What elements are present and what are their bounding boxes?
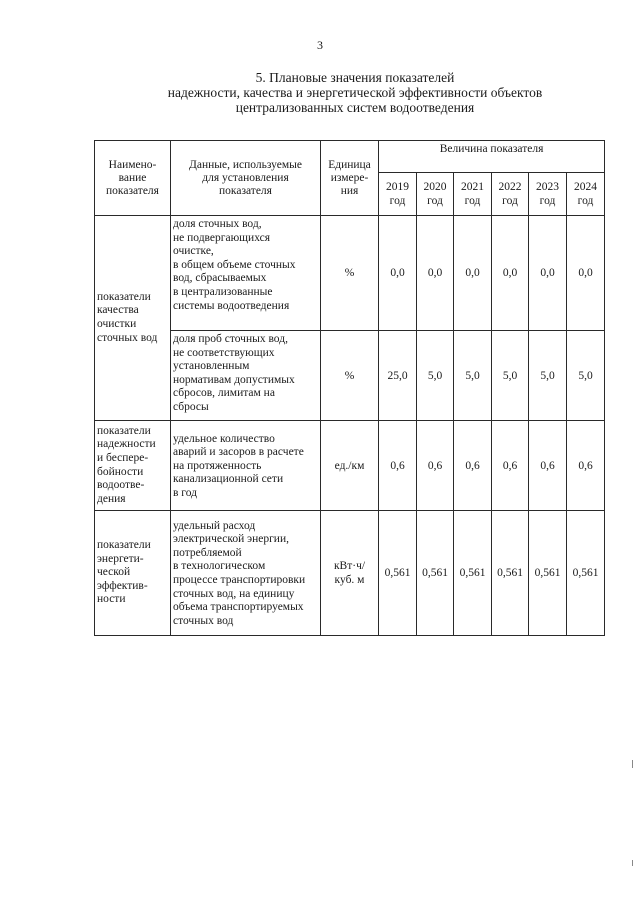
header-year-2021: 2021 год xyxy=(454,173,492,216)
value-cell: 0,0 xyxy=(454,216,492,331)
value-cell: 0,561 xyxy=(379,511,417,636)
group-name-energy-efficiency: показатели энергети- ческой эффектив- ности xyxy=(95,511,171,636)
header-source-data: Данные, используемые для установления показателя xyxy=(171,141,321,216)
header-year-2022: 2022 год xyxy=(492,173,529,216)
row-unit: % xyxy=(321,331,379,421)
header-indicator-value: Величина показателя xyxy=(379,141,605,173)
value-cell: 0,0 xyxy=(492,216,529,331)
title-line-3: централизованных систем водоотведения xyxy=(235,100,475,115)
header-year-2019: 2019 год xyxy=(379,173,417,216)
value-cell: 0,6 xyxy=(454,421,492,511)
table-row xyxy=(95,511,605,636)
row-unit: % xyxy=(321,216,379,331)
row-description: доля сточных вод, не подвергающихся очистке, в общем объеме сточных вод, сбрасываемых в централизованные системы водоотведения xyxy=(171,216,321,331)
value-cell: 0,561 xyxy=(454,511,492,636)
group-name-reliability: показатели надежности и беспере- бойности водоотве- дения xyxy=(95,421,171,511)
value-cell: 0,6 xyxy=(492,421,529,511)
value-cell: 25,0 xyxy=(379,331,417,421)
value-cell: 0,6 xyxy=(417,421,454,511)
row-description: доля проб сточных вод, не соответствующих установленным нормативам допустимых сбросов, лимитам на сбросы xyxy=(171,331,321,421)
value-cell: 0,0 xyxy=(529,216,567,331)
value-cell: 0,0 xyxy=(567,216,605,331)
value-cell: 0,561 xyxy=(417,511,454,636)
value-cell: 0,561 xyxy=(492,511,529,636)
scan-artifact xyxy=(632,860,633,866)
value-cell: 0,6 xyxy=(529,421,567,511)
row-unit: ед./км xyxy=(321,421,379,511)
header-year-2024: 2024 год xyxy=(567,173,605,216)
header-year-2020: 2020 год xyxy=(417,173,454,216)
header-indicator-name: Наимено- вание показателя xyxy=(95,141,171,216)
page-number: 3 xyxy=(317,38,323,52)
title-line-1: 5. Плановые значения показателей xyxy=(255,70,455,85)
table-row xyxy=(95,216,605,331)
row-description: удельное количество аварий и засоров в расчете на протяженность канализационной сети в год xyxy=(171,421,321,511)
value-cell: 0,6 xyxy=(379,421,417,511)
value-cell: 0,561 xyxy=(529,511,567,636)
value-cell: 0,6 xyxy=(567,421,605,511)
value-cell: 5,0 xyxy=(454,331,492,421)
value-cell: 5,0 xyxy=(492,331,529,421)
value-cell: 0,561 xyxy=(567,511,605,636)
indicators-table xyxy=(94,140,605,636)
value-cell: 0,0 xyxy=(379,216,417,331)
row-description: удельный расход электрической энергии, потребляемой в технологическом процессе транспортировки сточных вод, на единицу объема транспортируемых сточных вод xyxy=(171,511,321,636)
document-title xyxy=(95,70,615,115)
scan-artifact xyxy=(632,760,633,768)
group-name-quality: показатели качества очистки сточных вод xyxy=(95,216,171,421)
title-line-2: надежности, качества и энергетической эффективности объектов xyxy=(167,85,543,100)
header-year-2023: 2023 год xyxy=(529,173,567,216)
value-cell: 5,0 xyxy=(529,331,567,421)
table-row xyxy=(95,421,605,511)
row-unit: кВт·ч/ куб. м xyxy=(321,511,379,636)
header-unit: Единица измере- ния xyxy=(321,141,379,216)
value-cell: 0,0 xyxy=(417,216,454,331)
value-cell: 5,0 xyxy=(417,331,454,421)
value-cell: 5,0 xyxy=(567,331,605,421)
table-row xyxy=(95,331,605,421)
